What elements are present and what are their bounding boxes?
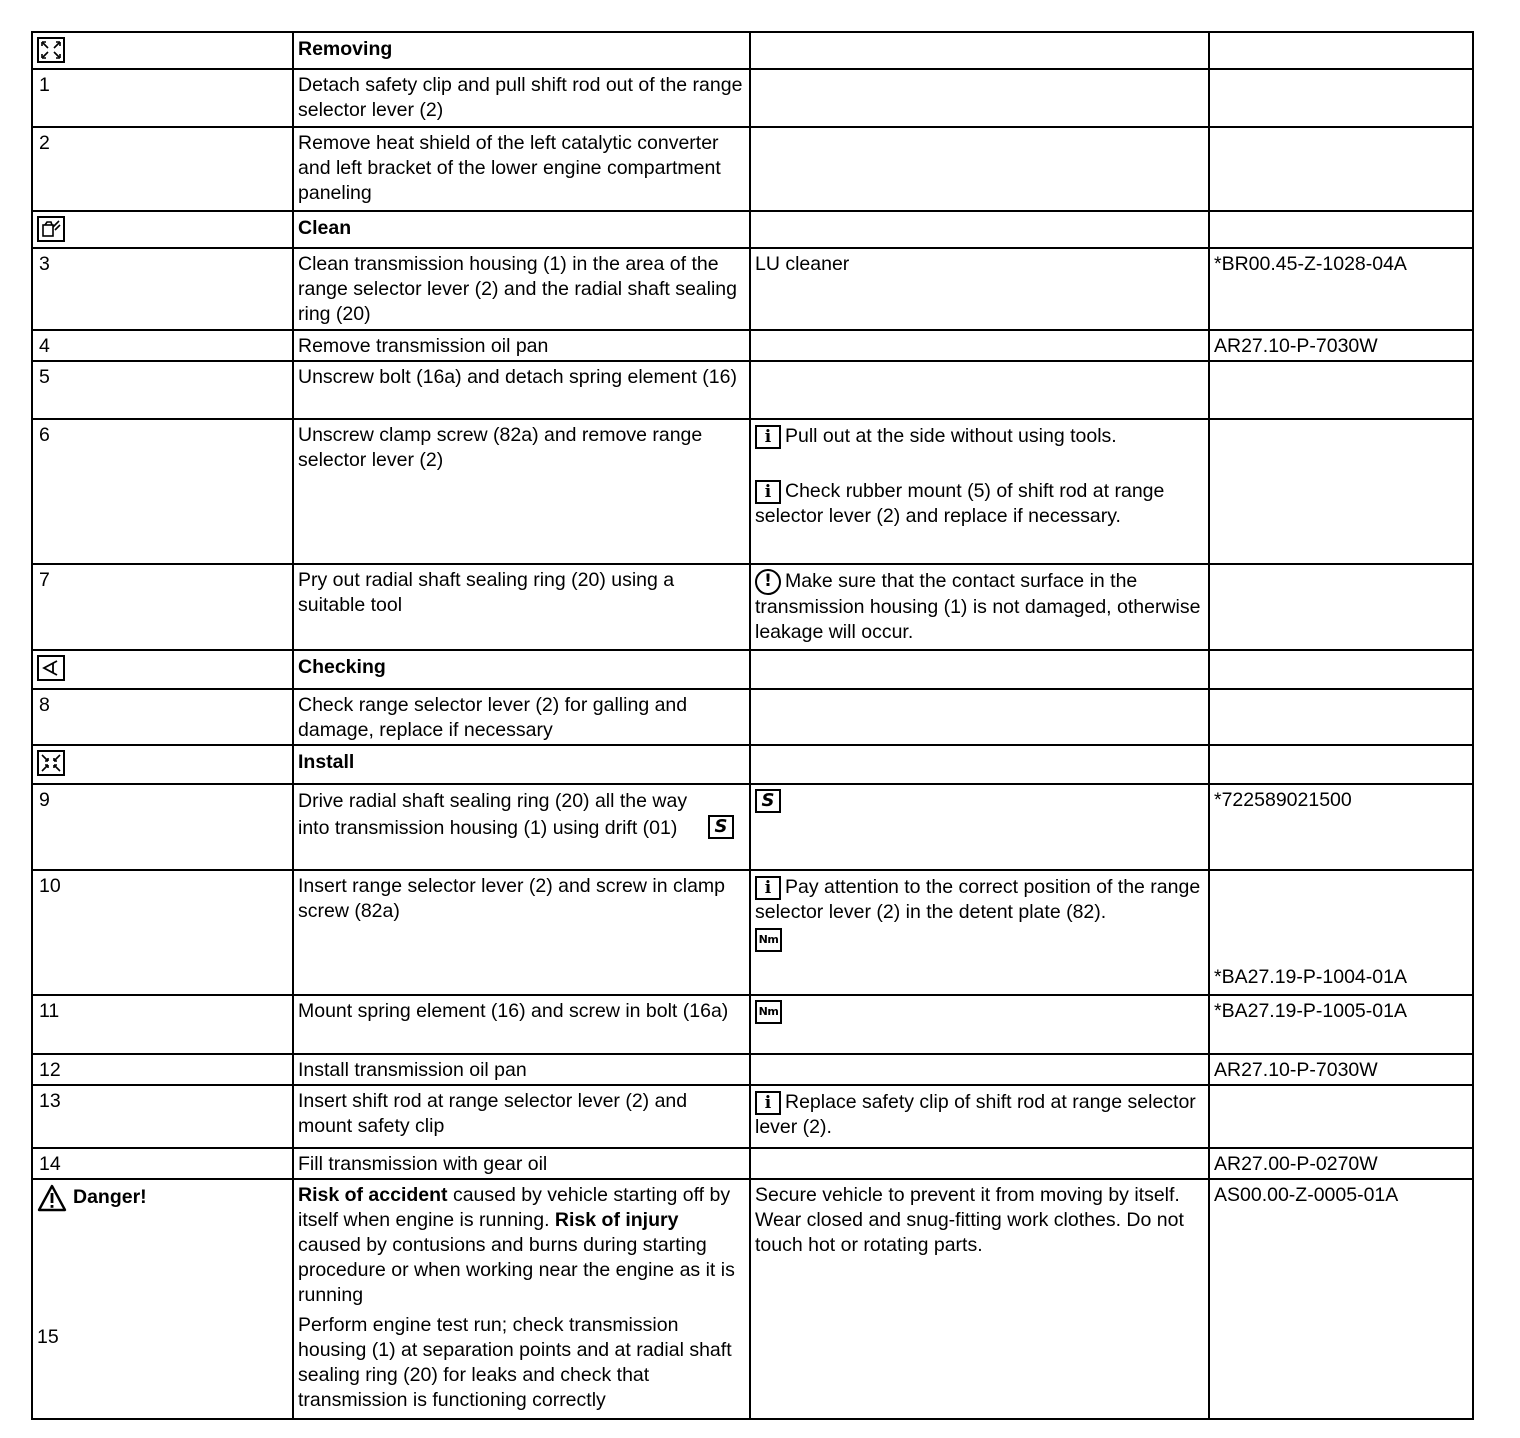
table-row bbox=[31, 247, 1474, 329]
section-title: Removing bbox=[298, 38, 393, 60]
note bbox=[755, 788, 1203, 813]
reference-cell bbox=[1208, 1084, 1474, 1147]
notes-cell bbox=[749, 744, 1208, 783]
notes-cell bbox=[749, 360, 1208, 418]
danger-warning-icon bbox=[37, 1184, 67, 1212]
step-number: 8 bbox=[39, 694, 50, 716]
action-cell bbox=[292, 329, 749, 360]
step-action: Pry out radial shaft sealing ring (20) using a suitable tool bbox=[298, 569, 675, 616]
notes-cell bbox=[749, 1147, 1208, 1178]
notes-cell bbox=[749, 210, 1208, 247]
step-number: 12 bbox=[39, 1059, 61, 1081]
step-cell bbox=[31, 1178, 292, 1420]
step-action: Unscrew clamp screw (82a) and remove range selector lever (2) bbox=[298, 424, 703, 471]
notes-cell bbox=[749, 329, 1208, 360]
table-row bbox=[31, 68, 1474, 126]
reference-cell bbox=[1208, 744, 1474, 783]
action-cell bbox=[292, 31, 749, 68]
notes-cell bbox=[749, 418, 1208, 563]
danger-text: Danger! bbox=[73, 1186, 147, 1209]
action-cell bbox=[292, 126, 749, 210]
torque-icon: Nm bbox=[755, 1000, 782, 1024]
reference-code: *722589021500 bbox=[1214, 789, 1352, 811]
risk-text: caused by contusions and burns during starting procedure or when working near the engine as it is running bbox=[298, 1234, 735, 1306]
notes-cell bbox=[749, 783, 1208, 869]
step-cell bbox=[31, 210, 292, 247]
step-cell bbox=[31, 31, 292, 68]
reference-cell bbox=[1208, 649, 1474, 688]
risk-title: Risk of accident bbox=[298, 1184, 448, 1206]
repair-procedure-table bbox=[31, 31, 1474, 1419]
reference-cell bbox=[1208, 1053, 1474, 1084]
notes-cell bbox=[749, 994, 1208, 1053]
reference-cell bbox=[1208, 418, 1474, 563]
step-cell bbox=[31, 563, 292, 649]
table-row bbox=[31, 329, 1474, 360]
table-row bbox=[31, 418, 1474, 563]
safety-note bbox=[755, 1208, 1203, 1258]
notes-cell bbox=[749, 247, 1208, 329]
notes-cell bbox=[749, 126, 1208, 210]
note-text: LU cleaner bbox=[755, 253, 850, 275]
step-number: 9 bbox=[39, 789, 50, 811]
step-action: Check range selector lever (2) for galling and damage, replace if necessary bbox=[298, 694, 688, 741]
action-cell bbox=[292, 649, 749, 688]
step-action: Remove transmission oil pan bbox=[298, 335, 549, 357]
torque-icon: Nm bbox=[755, 928, 782, 952]
action-cell bbox=[292, 68, 749, 126]
notes-cell bbox=[749, 31, 1208, 68]
safety-note bbox=[755, 1183, 1203, 1208]
action-cell bbox=[292, 869, 749, 994]
step-number: 6 bbox=[39, 424, 50, 446]
step-number: 4 bbox=[39, 335, 50, 357]
step-cell bbox=[31, 360, 292, 418]
reference-cell bbox=[1208, 210, 1474, 247]
step-number: 11 bbox=[39, 1000, 60, 1022]
note bbox=[755, 479, 1203, 529]
step-cell bbox=[31, 994, 292, 1053]
risk-title: Risk of injury bbox=[554, 1209, 679, 1231]
info-icon: i bbox=[755, 425, 781, 449]
reference-code: *BA27.19-P-1004-01A bbox=[1214, 966, 1407, 988]
note bbox=[755, 875, 1203, 925]
reference-cell bbox=[1208, 688, 1474, 744]
reference-cell bbox=[1208, 1178, 1474, 1420]
reference-code: AR27.10-P-7030W bbox=[1214, 335, 1378, 357]
action-cell bbox=[292, 688, 749, 744]
notes-cell bbox=[749, 649, 1208, 688]
action-cell bbox=[292, 247, 749, 329]
section-title: Checking bbox=[298, 656, 386, 678]
note-text: Make sure that the contact surface in the transmission housing (1) is not damaged, otherwise leakage will occur. bbox=[755, 570, 1201, 643]
note bbox=[755, 252, 1203, 277]
note-text: Wear closed and snug-fitting work clothes. Do not touch hot or rotating parts. bbox=[755, 1209, 1184, 1256]
step-cell bbox=[31, 1053, 292, 1084]
table-row bbox=[31, 1053, 1474, 1084]
table-row bbox=[31, 1084, 1474, 1147]
risk-warning bbox=[298, 1183, 744, 1308]
reference-code: *BA27.19-P-1005-01A bbox=[1214, 1000, 1407, 1022]
action-cell bbox=[292, 994, 749, 1053]
action-cell bbox=[292, 744, 749, 783]
step-cell bbox=[31, 649, 292, 688]
table-row bbox=[31, 869, 1474, 994]
reference-cell bbox=[1208, 126, 1474, 210]
step-action: Detach safety clip and pull shift rod out of the range selector lever (2) bbox=[298, 74, 743, 121]
info-icon: i bbox=[755, 1091, 781, 1115]
step-cell bbox=[31, 744, 292, 783]
table-row bbox=[31, 994, 1474, 1053]
danger-label bbox=[37, 1184, 287, 1212]
action-cell bbox=[292, 418, 749, 563]
reference-cell bbox=[1208, 869, 1474, 994]
step-cell bbox=[31, 688, 292, 744]
step-cell bbox=[31, 783, 292, 869]
info-icon: i bbox=[755, 876, 781, 900]
note-text: Pay attention to the correct position of the range selector lever (2) in the detent plate (82). bbox=[755, 876, 1201, 923]
note-text: Check rubber mount (5) of shift rod at range selector lever (2) and replace if necessary. bbox=[755, 480, 1165, 527]
step-action: Drive radial shaft sealing ring (20) all the way into transmission housing (1) using drift (01) bbox=[298, 790, 688, 839]
reference-cell bbox=[1208, 994, 1474, 1053]
step-action: Unscrew bolt (16a) and detach spring element (16) bbox=[298, 366, 737, 388]
action-cell bbox=[292, 783, 749, 869]
danger-row bbox=[31, 1178, 1474, 1420]
check-icon bbox=[37, 655, 65, 681]
risk-text: caused by vehicle starting off by itself when engine is running. bbox=[298, 1184, 731, 1231]
section-title: Install bbox=[298, 751, 355, 773]
table-row bbox=[31, 688, 1474, 744]
caution-icon: ! bbox=[755, 569, 781, 595]
info-icon: i bbox=[755, 480, 781, 504]
notes-cell bbox=[749, 1053, 1208, 1084]
reference-cell bbox=[1208, 360, 1474, 418]
note bbox=[755, 424, 1203, 449]
notes-cell bbox=[749, 1084, 1208, 1147]
reference-cell bbox=[1208, 783, 1474, 869]
step-action: Insert range selector lever (2) and screw in clamp screw (82a) bbox=[298, 875, 726, 922]
remove-icon bbox=[37, 37, 65, 63]
action-cell bbox=[292, 210, 749, 247]
action-cell bbox=[292, 360, 749, 418]
section-row bbox=[31, 31, 1474, 68]
step-action: Insert shift rod at range selector lever (2) and mount safety clip bbox=[298, 1090, 688, 1137]
step-number: 10 bbox=[39, 875, 61, 897]
step-cell bbox=[31, 247, 292, 329]
note-text: Secure vehicle to prevent it from moving by itself. bbox=[755, 1184, 1180, 1206]
reference-cell bbox=[1208, 1147, 1474, 1178]
notes-cell bbox=[749, 869, 1208, 994]
reference-cell bbox=[1208, 68, 1474, 126]
action-cell bbox=[292, 1147, 749, 1178]
action-cell bbox=[292, 1178, 749, 1420]
action-cell bbox=[292, 1084, 749, 1147]
table-row bbox=[31, 126, 1474, 210]
special-tool-icon: S bbox=[708, 815, 734, 839]
notes-cell bbox=[749, 68, 1208, 126]
step-cell bbox=[31, 329, 292, 360]
note bbox=[755, 569, 1203, 645]
step-action: Fill transmission with gear oil bbox=[298, 1153, 548, 1175]
table-row bbox=[31, 1147, 1474, 1178]
reference-cell bbox=[1208, 247, 1474, 329]
action-cell bbox=[292, 563, 749, 649]
step-number: 2 bbox=[39, 132, 50, 154]
reference-cell bbox=[1208, 31, 1474, 68]
notes-cell bbox=[749, 688, 1208, 744]
reference-cell bbox=[1208, 563, 1474, 649]
reference-code: *BR00.45-Z-1028-04A bbox=[1214, 253, 1407, 275]
step-action: Clean transmission housing (1) in the area of the range selector lever (2) and the radial shaft sealing ring (20) bbox=[298, 253, 737, 325]
step-cell bbox=[31, 126, 292, 210]
action-cell bbox=[292, 1053, 749, 1084]
step-action: Perform engine test run; check transmission housing (1) at separation points and at radial shaft sealing ring (20) for leaks and check that transmission is functioning correctly bbox=[298, 1314, 732, 1411]
table-row bbox=[31, 360, 1474, 418]
step-number: 15 bbox=[37, 1326, 59, 1348]
step-number: 7 bbox=[39, 569, 50, 591]
note bbox=[755, 1090, 1203, 1140]
section-title: Clean bbox=[298, 217, 352, 239]
clean-icon bbox=[37, 216, 65, 242]
step-cell bbox=[31, 1147, 292, 1178]
note bbox=[755, 999, 1203, 1024]
step-cell bbox=[31, 869, 292, 994]
step-action: Remove heat shield of the left catalytic converter and left bracket of the lower engine compartment paneling bbox=[298, 132, 721, 204]
step-cell bbox=[31, 418, 292, 563]
step-number: 14 bbox=[39, 1153, 61, 1175]
step-number: 3 bbox=[39, 253, 50, 275]
reference-code: AR27.10-P-7030W bbox=[1214, 1059, 1378, 1081]
section-row bbox=[31, 649, 1474, 688]
notes-cell bbox=[749, 563, 1208, 649]
note bbox=[755, 927, 1203, 952]
special-tool-icon: S bbox=[755, 789, 781, 813]
note-text: Replace safety clip of shift rod at range selector lever (2). bbox=[755, 1091, 1196, 1138]
step-cell bbox=[31, 1084, 292, 1147]
step-number: 1 bbox=[39, 74, 50, 96]
step-number: 13 bbox=[39, 1090, 61, 1112]
section-row bbox=[31, 744, 1474, 783]
step-action: Install transmission oil pan bbox=[298, 1059, 527, 1081]
step-number: 5 bbox=[39, 366, 50, 388]
reference-code: AR27.00-P-0270W bbox=[1214, 1153, 1378, 1175]
section-row bbox=[31, 210, 1474, 247]
notes-cell bbox=[749, 1178, 1208, 1420]
table-row bbox=[31, 563, 1474, 649]
step-cell bbox=[31, 68, 292, 126]
table-row bbox=[31, 783, 1474, 869]
install-icon bbox=[37, 750, 65, 776]
note-text: Pull out at the side without using tools. bbox=[785, 425, 1117, 447]
step-action: Mount spring element (16) and screw in bolt (16a) bbox=[298, 1000, 729, 1022]
reference-cell bbox=[1208, 329, 1474, 360]
reference-code: AS00.00-Z-0005-01A bbox=[1214, 1184, 1399, 1206]
